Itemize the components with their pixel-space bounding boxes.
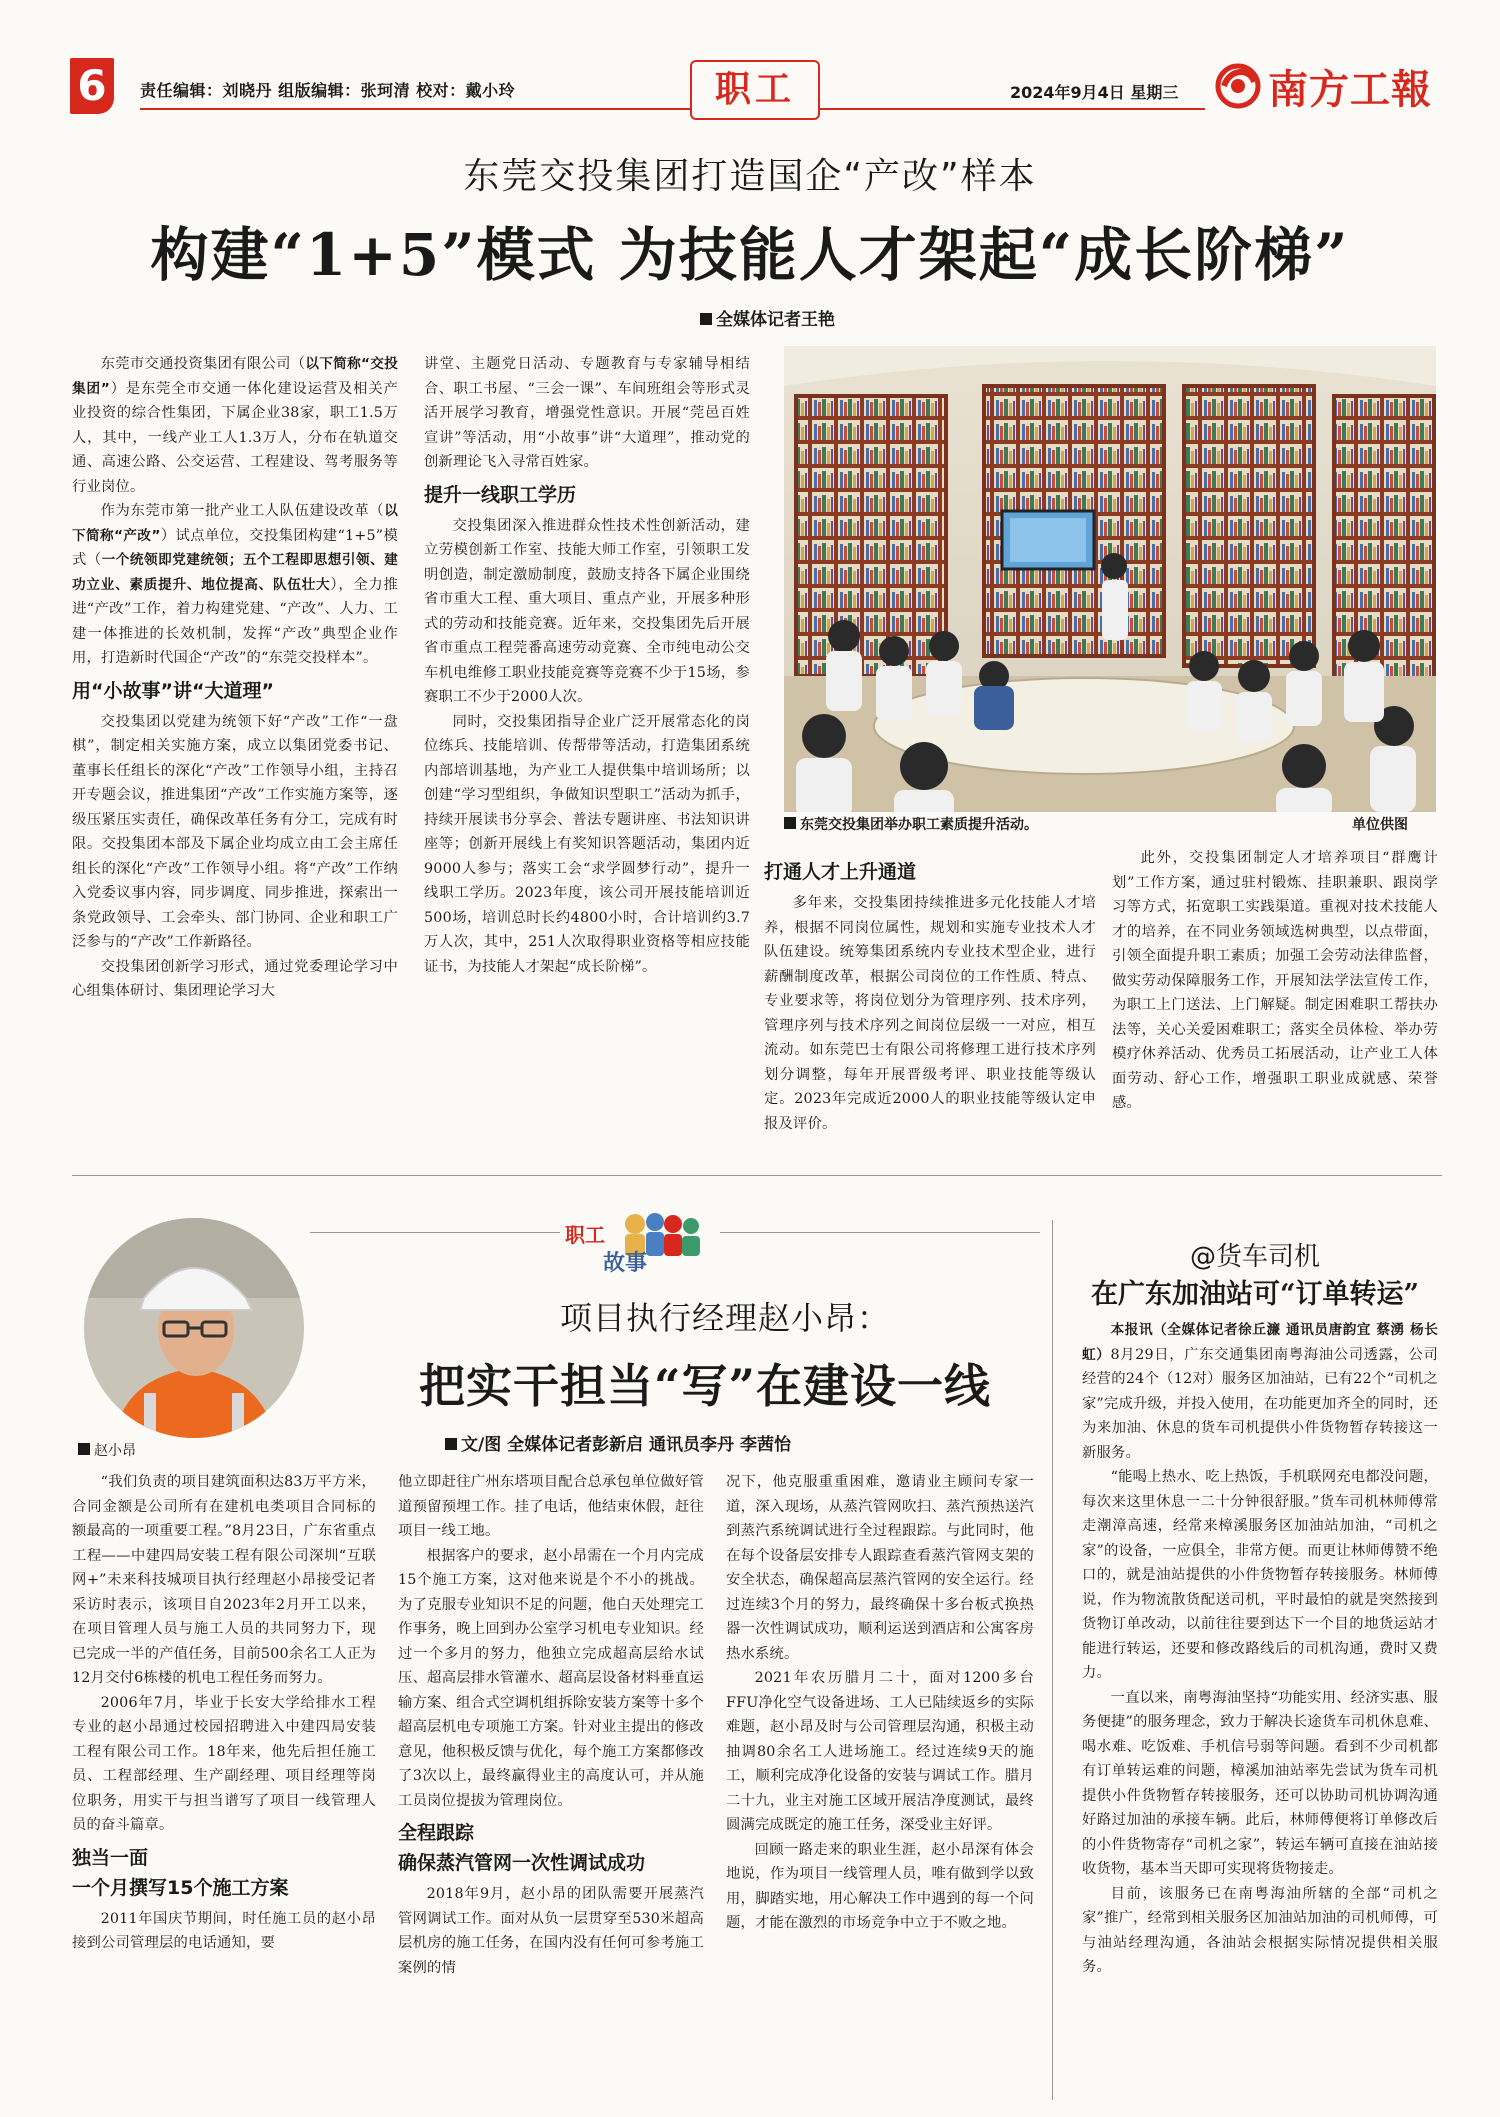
byline-text: 全媒体记者王艳 (716, 310, 835, 330)
subheading: 一个月撰写15个施工方案 (72, 1876, 289, 1899)
subheading: 独当一面 (72, 1846, 149, 1869)
byline-text: 文/图 全媒体记者彭新启 通讯员李丹 李茜怡 (461, 1435, 791, 1455)
paragraph: 他立即赶往广州东塔项目配合总承包单位做好管道预留预埋工作。挂了电话，他结束休假，赶往项目一线工地。 (398, 1474, 704, 1539)
avatar-caption (78, 1440, 136, 1460)
article2-column-2 (398, 1470, 704, 2110)
article2-byline (445, 1430, 791, 1455)
paragraph: 作为东莞市第一批产业工人队伍建设改革（以下简称“产改”）试点单位，交投集团构建“1+5”模式（一个统领即党建统领；五个工程即思想引领、建功立业、素质提升、地位提高、队伍壮大），全力推进“产改”工作，着力构建党建、“产改”、人力、工建一体推进的长效机制，发挥“产改”典型企业作用，打造新时代国企“产改”的“东莞交投样本”。 (72, 503, 398, 666)
article2-column-1 (72, 1470, 376, 2110)
photo-credit: 单位供图 (1352, 817, 1408, 833)
paragraph: 同时，交投集团指导企业广泛开展常态化的岗位练兵、技能培训、传帮带等活动，打造集团系统内部培训基地，为产业工人提供集中培训场所；以创建“学习型组织，争做知识型职工”活动为抓手，持续开展读书分享会、普法专题讲座、书法知识讲座等；创新开展线上有奖知识答题活动，集团内近9000人参与；落实工会“求学圆梦行动”，提升一线职工学历。2023年度，该公司开展技能培训近500场，培训总时长约4800小时，合计培训约3.7万人次，其中，251人次取得职业资格等相应技能证书，为技能人才架起“成长阶梯”。 (424, 713, 750, 975)
article1-headline: 构建“1+5”模式 为技能人才架起“成长阶梯” (150, 221, 1350, 289)
article3-headline: 在广东加油站可“订单转运” (1090, 1279, 1420, 1310)
article2-column-3 (726, 1470, 1034, 2110)
paragraph: 况下，他克服重重困难，邀请业主顾问专家一道，深入现场，从蒸汽管网吹扫、蒸汽预热送汽到蒸汽系统调试进行全过程跟踪。与此同时，他在每个设备层安排专人跟踪查看蒸汽管网支架的安全状态，确保超高层蒸汽管网的安全运行。经过连续3个月的努力，最终确保十多台板式换热器一次性调试成功，顺利运送到酒店和公寓客房热水系统。 (726, 1474, 1034, 1662)
byline-square-icon (700, 313, 712, 325)
paragraph: 交投集团以党建为统领下好“产改”工作“一盘棋”，制定相关实施方案，成立以集团党委书记、董事长任组长的深化“产改”工作领导小组，主持召开专题会议，推进集团“产改”工作实施方案等，逐级压紧压实责任，确保改革任务有分工，完成有时限。交投集团本部及下属企业均成立由工会主席任组长的深化“产改”工作领导小组。将“产改”工作纳入党委议事内容，同步调度、同步推进，探索出一条党政领导、工会牵头、部门协同、企业和职工广泛参与的“产改”工作新路径。 (72, 713, 398, 950)
article2-kicker: 项目执行经理赵小昂： (559, 1299, 890, 1337)
paragraph: 根据客户的要求，赵小昂需在一个月内完成15个施工方案，这对他来说是个不小的挑战。为了克服专业知识不足的问题，他白天处理完工作事务，晚上回到办公室学习机电专业知识。经过一个多月的努力，他独立完成超高层给水试压、超高层排水管灌水、超高层设备材料垂直运输方案、组合式空调机组拆除安装方案等十多个超高层机电专项施工方案。针对业主提出的修改意见，他积极反馈与优化，每个施工方案都修改了3次以上，最终赢得业主的高度认可，并从施工员岗位提拔为管理岗位。 (398, 1547, 704, 1809)
paragraph: “能喝上热水、吃上热饭，手机联网充电都没问题，每次来这里休息一二十分钟很舒服。”货车司机林师傅常走潮漳高速，经常来樟溪服务区加油站加油，“司机之家”的设备，一应俱全，非常方便。而更让林师傅赞不绝口的，就是油站提供的小件货物暂存转接服务。林师傅说，作为物流散货配送司机，平时最怕的就是突然接到货物订单改动，以前往往要到达下一个目的地货运站才能进行转运，还要和修改路线后的司机沟通，费时又费力。 (1082, 1469, 1438, 1681)
paragraph: 2006年7月，毕业于长安大学给排水工程专业的赵小昂通过校园招聘进入中建四局安装工程有限公司工作。18年来，他先后担任施工员、工程部经理、生产副经理、项目经理等岗位职务，用实干与担当谱写了项目一线管理人员的奋斗篇章。 (72, 1694, 376, 1833)
section-divider (72, 1175, 1442, 1176)
story-rule-right (720, 1232, 1040, 1233)
subheading: 用“小故事”讲“大道理” (72, 679, 274, 702)
article1-kicker: 东莞交投集团打造国企“产改”样本 (463, 156, 1037, 197)
paragraph: 目前，该服务已在南粤海油所辖的全部“司机之家”推广，经常到相关服务区加油站加油的司机师傅，可与油站经理沟通，各油站会根据实际情况提供相关服务。 (1082, 1885, 1438, 1975)
caption-text: 东莞交投集团举办职工素质提升活动。 (800, 817, 1038, 833)
paragraph: 本报讯（全媒体记者徐丘濂 通讯员唐韵宜 蔡湧 杨长虹）8月29日，广东交通集团南粤海油公司透露，公司经营的24个（12对）服务区加油站，已有22个“司机之家”完成升级，并投入使用，在功能更加齐全的同时，还为来加油、休息的货车司机提供小件货物暂存转接这一新服务。 (1082, 1322, 1438, 1461)
paragraph: 多年来，交投集团持续推进多元化技能人才培养，根据不同岗位属性，规划和实施专业技术人才队伍建设。统筹集团系统内专业技术型企业，进行薪酬制度改革，根据公司岗位的工作性质、特点、专业要求等，将岗位划分为管理序列、技术序列，管理序列与技术序列之间岗位层级一一对应，相互流动。如东莞巴士有限公司将修理工进行技术序列划分调整，每年开展晋级考评、职业技能等级认定。2023年完成近2000人的职业技能等级认定申报及评价。 (764, 895, 1096, 1132)
logo-text: 南方工報 (1268, 66, 1432, 113)
section-label: 职工 (690, 60, 820, 120)
subheading: 全程跟踪 (398, 1822, 475, 1844)
newspaper-logo (1210, 56, 1450, 112)
article1-byline (700, 305, 835, 330)
photo-caption (784, 814, 1038, 834)
workers-story-icon (555, 1208, 715, 1278)
article1-column-3 (764, 852, 1096, 1172)
article2-headline: 把实干担当“写”在建设一线 (419, 1359, 991, 1413)
byline-square-icon (445, 1438, 457, 1450)
caption-square-icon (78, 1443, 90, 1455)
page-number: 6 (70, 58, 114, 114)
paragraph: 2021年农历腊月二十，面对1200多台FFU净化空气设备进场、工人已陆续返乡的实际难题，赵小昂及时与公司管理层沟通，积极主动抽调80余名工人进场施工。经过连续9天的施工，顺利完成净化设备的安装与调试工作。腊月二十九，业主对施工区域开展洁净度测试，最终圆满完成既定的施工任务，深受业主好评。 (726, 1670, 1034, 1833)
paragraph: 交投集团创新学习形式，通过党委理论学习中心组集体研讨、集团理论学习大 (72, 958, 398, 999)
paragraph: 交投集团深入推进群众性技术性创新活动，建立劳模创新工作室、技能大师工作室，引领职工发明创造，制定激励制度，鼓励支持各下属企业围绕省市重大工程、重大项目、重点产业，开展多种形式的劳动和技能竞赛。近年来，交投集团先后开展省市重点工程莞番高速劳动竞赛、全市纯电动公交车机电维修工职业技能竞赛等竞赛不少于15场，参赛职工不少于2000人次。 (424, 517, 750, 705)
editors-line: 责任编辑：刘晓丹 组版编辑：张珂清 校对：戴小玲 (140, 81, 516, 100)
story-rule-left (310, 1232, 560, 1233)
caption-square-icon (784, 817, 796, 829)
paragraph: 一直以来，南粤海油坚持“功能实用、经济实惠、服务便捷”的服务理念，致力于解决长途货车司机休息难、喝水难、吃饭难、手机信号弱等问题。看到不少司机都有订单转运难的问题，樟溪加油站率先尝试为货车司机提供小件货物暂存转接服务，还可以协助司机协调沟通好路过加油的承接车辆。此后，林师傅便将订单修改后的小件货物寄存“司机之家”，转运车辆可直接在油站接收货物，基本当天即可实现将货物接走。 (1082, 1689, 1438, 1877)
paragraph: 讲堂、主题党日活动、专题教育与专家辅导相结合、职工书屋、“三会一课”、车间班组会等形式灵活开展学习教育，增强党性意识。开展“莞邑百姓宣讲”等活动，用“小故事”讲“大道理”，推动党的创新理论飞入寻常百姓家。 (424, 356, 750, 470)
logo-swirl-icon (1210, 56, 1266, 112)
article3-kicker: @货车司机 (1189, 1242, 1320, 1272)
avatar (84, 1218, 304, 1438)
article3-column (1082, 1318, 1438, 2110)
header-rule-right (820, 108, 1205, 110)
paragraph: 2018年9月，赵小昂的团队需要开展蒸汽管网调试工作。面对从负一层贯穿至530米超高层机房的施工任务，在国内没有任何可参考施工案例的情 (398, 1886, 704, 1976)
paragraph: 2011年国庆节期间，时任施工员的赵小昂接到公司管理层的电话通知，要 (72, 1910, 376, 1951)
article1-column-1 (72, 352, 398, 1172)
story-icon-bottom-label: 故事 (603, 1250, 648, 1276)
header-rule-left (140, 108, 690, 110)
subheading: 打通人才上升通道 (764, 861, 917, 883)
story-icon-top-label: 职工 (565, 1223, 605, 1247)
column-divider (1052, 1220, 1053, 2100)
article1-photo (784, 346, 1436, 812)
issue-date: 2024年9月4日 星期三 (1010, 83, 1179, 102)
paragraph: 东莞市交通投资集团有限公司（以下简称“交投集团”）是东莞全市交通一体化建设运营及相关产业投资的综合性集团，下属企业38家，职工1.5万人，其中，一线产业工人1.3万人，分布在轨道交通、高速公路、公交运营、工程建设、驾考服务等行业岗位。 (72, 356, 398, 495)
paragraph: 回顾一路走来的职业生涯，赵小昂深有体会地说，作为项目一线管理人员，唯有做到学以致用，脚踏实地，用心解决工作中遇到的每一个问题，才能在激烈的市场竞争中立于不败之地。 (726, 1841, 1034, 1931)
caption-text: 赵小昂 (94, 1443, 136, 1459)
article1-column-4 (1112, 846, 1438, 1172)
paragraph: “我们负责的项目建筑面积达83万平方米，合同金额是公司所有在建机电类项目合同标的额最高的一项重要工程。”8月23日，广东省重点工程——中建四局安装工程有限公司深圳“互联网+”未来科技城项目执行经理赵小昂接受记者采访时表示，该项目自2023年2月开工以来，在项目管理人员与施工人员的共同努力下，现已完成一半的产值任务，目前500余名工人正为12月交付6栋楼的机电工程任务而努力。 (72, 1474, 376, 1686)
paragraph: 此外，交投集团制定人才培养项目“群鹰计划”工作方案，通过驻村锻炼、挂职兼职、跟岗学习等方式，拓宽职工实践渠道。重视对技术技能人才的培养，在不同业务领域选树典型，以点带面，引领全面提升职工素质；加强工会劳动法律监督，做实劳动保障服务工作，开展知法学法宣传工作，为职工上门送法、上门解疑。制定困难职工帮扶办法等，关心关爱困难职工；落实全员体检、举办劳模疗休养活动、优秀员工拓展活动，让产业工人体面劳动、舒心工作，增强职工职业成就感、荣誉感。 (1112, 850, 1438, 1111)
article1-column-2 (424, 352, 750, 1172)
subheading: 确保蒸汽管网一次性调试成功 (398, 1852, 646, 1874)
subheading: 提升一线职工学历 (424, 483, 577, 506)
